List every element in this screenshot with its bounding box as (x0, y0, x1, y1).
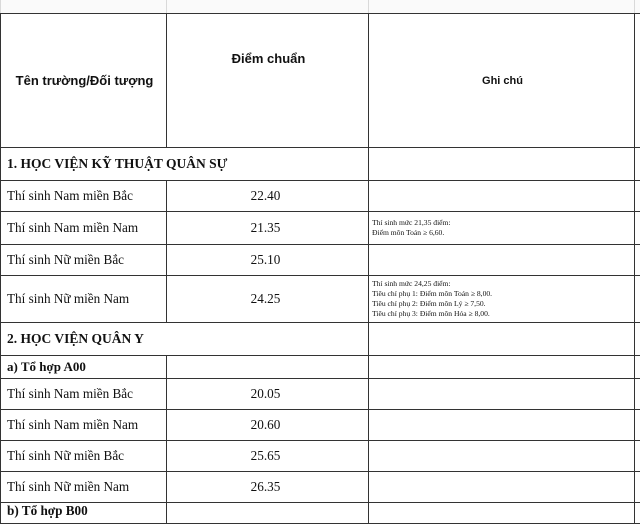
empty-cell[interactable] (635, 212, 640, 245)
empty-cell[interactable] (369, 503, 635, 524)
table-row (1, 441, 640, 472)
note-line: Tiêu chí phụ 1: Điểm môn Toán ≥ 8,00. (372, 289, 630, 299)
cutoff-score[interactable]: 20.60 (167, 410, 369, 441)
candidate-group[interactable]: Thí sinh Nam miền Nam (1, 212, 167, 245)
note-line: Điểm môn Toán ≥ 6,60. (372, 228, 630, 238)
cutoff-score[interactable]: 20.05 (167, 379, 369, 410)
note-cell[interactable] (369, 245, 635, 276)
note-cell[interactable] (369, 410, 635, 441)
header-school-target[interactable]: Tên trường/Đối tượng (1, 14, 167, 148)
section-title[interactable]: 1. HỌC VIỆN KỸ THUẬT QUÂN SỰ (1, 148, 369, 181)
empty-cell[interactable] (369, 323, 635, 356)
table-row (1, 245, 640, 276)
note-cell[interactable] (369, 379, 635, 410)
admission-score-table (0, 13, 640, 524)
empty-cell[interactable] (635, 356, 640, 379)
table-row (1, 379, 640, 410)
header-note[interactable]: Ghi chú (369, 14, 635, 148)
empty-cell[interactable] (369, 356, 635, 379)
empty-cell[interactable] (635, 245, 640, 276)
section-title-row (1, 148, 640, 181)
empty-cell[interactable] (635, 441, 640, 472)
cutoff-score[interactable]: 21.35 (167, 212, 369, 245)
empty-cell[interactable] (635, 379, 640, 410)
subsection-title[interactable]: a) Tổ hợp A00 (1, 356, 167, 379)
section-title[interactable]: 2. HỌC VIỆN QUÂN Y (1, 323, 369, 356)
section-title-row (1, 323, 640, 356)
cutoff-score[interactable]: 22.40 (167, 181, 369, 212)
empty-cell[interactable] (635, 181, 640, 212)
note-cell[interactable] (369, 441, 635, 472)
empty-cell[interactable] (635, 276, 640, 323)
empty-cell[interactable] (167, 356, 369, 379)
empty-cell[interactable] (635, 503, 640, 524)
candidate-group[interactable]: Thí sinh Nữ miền Bắc (1, 245, 167, 276)
header-row (1, 14, 640, 148)
cutoff-score[interactable]: 25.65 (167, 441, 369, 472)
candidate-group[interactable]: Thí sinh Nữ miền Nam (1, 276, 167, 323)
header-cutoff-score[interactable]: Điểm chuẩn (167, 14, 369, 148)
table-row (1, 472, 640, 503)
table-row (1, 276, 640, 323)
cutoff-score[interactable]: 25.10 (167, 245, 369, 276)
subsection-title[interactable]: b) Tổ hợp B00 (1, 503, 167, 524)
note-line: Tiêu chí phụ 2: Điểm môn Lý ≥ 7,50. (372, 299, 630, 309)
table-row (1, 181, 640, 212)
note-cell[interactable] (369, 472, 635, 503)
empty-cell[interactable] (635, 472, 640, 503)
note-line: Thí sinh mức 24,25 điểm: (372, 279, 630, 289)
empty-cell[interactable] (635, 410, 640, 441)
note-cell[interactable] (369, 181, 635, 212)
candidate-group[interactable]: Thí sinh Nữ miền Nam (1, 472, 167, 503)
candidate-group[interactable]: Thí sinh Nam miền Bắc (1, 379, 167, 410)
table-row (1, 410, 640, 441)
empty-cell[interactable] (369, 148, 635, 181)
candidate-group[interactable]: Thí sinh Nữ miền Bắc (1, 441, 167, 472)
cutoff-score[interactable]: 26.35 (167, 472, 369, 503)
candidate-group[interactable]: Thí sinh Nam miền Nam (1, 410, 167, 441)
cutoff-score[interactable]: 24.25 (167, 276, 369, 323)
empty-cell[interactable] (167, 503, 369, 524)
subsection-row (1, 356, 640, 379)
previous-row-strip (0, 0, 640, 14)
table-row (1, 212, 640, 245)
note-line: Tiêu chí phụ 3: Điểm môn Hóa ≥ 8,00. (372, 309, 630, 319)
empty-cell[interactable] (635, 148, 640, 181)
empty-cell[interactable] (635, 323, 640, 356)
note-cell[interactable] (369, 212, 635, 245)
note-line: Thí sinh mức 21,35 điểm: (372, 218, 630, 228)
subsection-row (1, 503, 640, 524)
note-cell[interactable] (369, 276, 635, 323)
empty-cell[interactable] (635, 14, 640, 148)
candidate-group[interactable]: Thí sinh Nam miền Bắc (1, 181, 167, 212)
